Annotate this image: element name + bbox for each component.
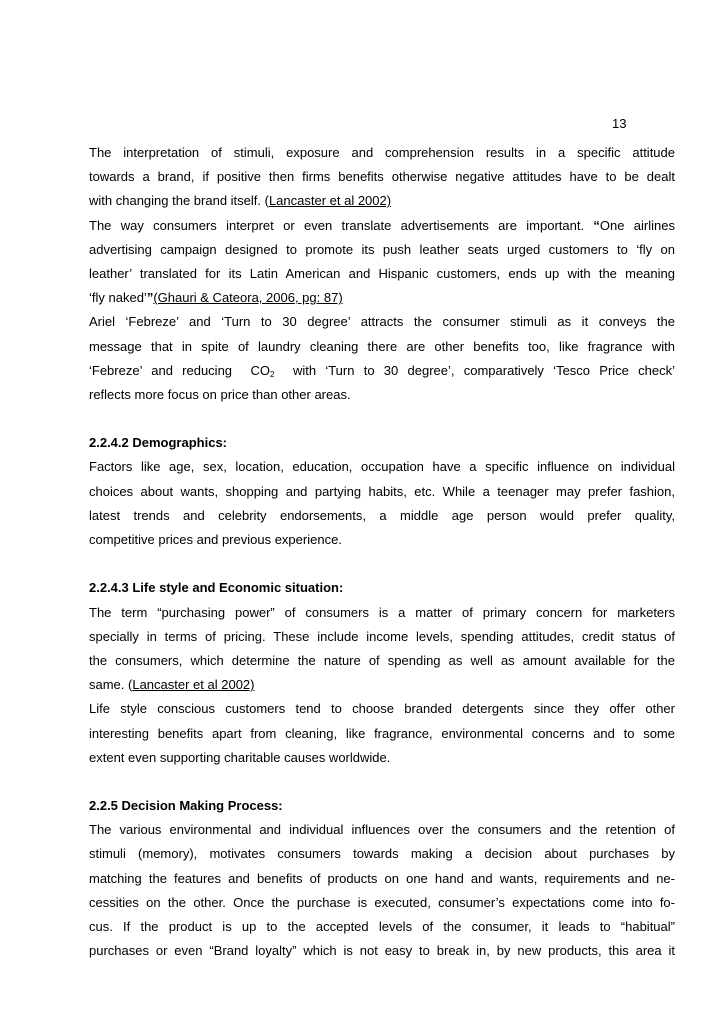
citation-link[interactable]: Lancaster et al 2002) bbox=[268, 193, 392, 209]
paragraph-line: interesting benefits apart from cleaning, like fragrance, environmental concerns and to some bbox=[89, 725, 675, 741]
paragraph-line bbox=[89, 214, 675, 238]
line-text: ‘fly naked’ bbox=[89, 290, 147, 306]
paragraph-line: Factors like age, sex, location, education, occupation have a specific influence on individual bbox=[89, 459, 675, 475]
paragraph-line: extent even supporting charitable causes worldwide. bbox=[89, 749, 391, 765]
paragraph-line: reflects more focus on price than other areas. bbox=[89, 386, 351, 402]
paragraph-line: message that in spite of laundry cleaning there are other benefits too, like fragrance with bbox=[89, 338, 675, 354]
paragraph-spacer bbox=[89, 552, 675, 576]
section-heading: 2.2.4.2 Demographics: bbox=[89, 435, 227, 451]
paragraph-line: advertising campaign designed to promote its push leather seats urged customers to ‘fly on bbox=[89, 241, 675, 257]
quote-mark: “ bbox=[593, 217, 600, 233]
line-text: same. ( bbox=[89, 677, 133, 693]
paragraph-line: latest trends and celebrity endorsements, a middle age person would prefer quality, bbox=[89, 507, 675, 523]
paragraph-line: purchases or even “Brand loyalty” which is not easy to break in, by new products, this area it bbox=[89, 943, 675, 959]
paragraph-line: The term “purchasing power” of consumers is a matter of primary concern for marketers bbox=[89, 604, 675, 620]
paragraph-line bbox=[89, 359, 675, 383]
paragraph-line: cessities on the other. Once the purchase is executed, consumer’s expectations come into fo- bbox=[89, 894, 675, 910]
paragraph-line bbox=[89, 673, 675, 697]
paragraph-line: leather’ translated for its Latin American and Hispanic customers, ends up with the meaning bbox=[89, 265, 675, 281]
paragraph-line: stimuli (memory), motivates consumers towards making a decision about purchases by bbox=[89, 846, 675, 862]
subscript: 2 bbox=[270, 369, 275, 379]
line-text: One airlines bbox=[599, 217, 675, 233]
line-text: ‘Febreze’ and reducing CO bbox=[89, 362, 271, 378]
line-text: with changing the brand itself. ( bbox=[89, 193, 269, 209]
section-heading: 2.2.4.3 Life style and Economic situation: bbox=[89, 580, 344, 596]
document-body bbox=[89, 141, 675, 963]
paragraph-line bbox=[89, 286, 675, 310]
paragraph-line: the consumers, which determine the nature of spending as well as amount available for the bbox=[89, 652, 675, 668]
paragraph-line: Ariel ‘Febreze’ and ‘Turn to 30 degree’ attracts the consumer stimuli as it conveys the bbox=[89, 314, 675, 330]
paragraph-line: Life style conscious customers tend to choose branded detergents since they offer other bbox=[89, 701, 675, 717]
paragraph-line: cus. If the product is up to the accepted levels of the consumer, it leads to “habitual” bbox=[89, 919, 675, 934]
paragraph-spacer bbox=[89, 770, 675, 794]
paragraph-line: The interpretation of stimuli, exposure and comprehension results in a specific attitude bbox=[89, 145, 675, 160]
paragraph-line: towards a brand, if positive then firms benefits otherwise negative attitudes have to be dealt bbox=[89, 169, 675, 185]
paragraph-line: competitive prices and previous experience. bbox=[89, 532, 342, 547]
paragraph-line: The various environmental and individual influences over the consumers and the retention of bbox=[89, 822, 675, 838]
paragraph-line: choices about wants, shopping and partying habits, etc. While a teenager may prefer fashion, bbox=[89, 483, 675, 499]
line-text: The way consumers interpret or even translate advertisements are important. bbox=[89, 217, 594, 233]
quote-mark: ” bbox=[146, 290, 154, 306]
paragraph-line: matching the features and benefits of products on one hand and wants, requirements and ne- bbox=[89, 870, 675, 886]
page-number: 13 bbox=[612, 116, 627, 131]
line-text: with ‘Turn to 30 degree’, comparatively ‘Tesco Price check’ bbox=[274, 362, 675, 378]
paragraph-spacer bbox=[89, 407, 675, 431]
section-heading: 2.2.5 Decision Making Process: bbox=[89, 798, 283, 814]
paragraph-line: specially in terms of pricing. These include income levels, spending attitudes, credit status of bbox=[89, 628, 675, 644]
paragraph-line bbox=[89, 189, 675, 213]
citation-link[interactable]: Lancaster et al 2002) bbox=[132, 677, 255, 693]
citation-link[interactable]: (Ghauri & Cateora, 2006, pg: 87) bbox=[153, 290, 343, 306]
